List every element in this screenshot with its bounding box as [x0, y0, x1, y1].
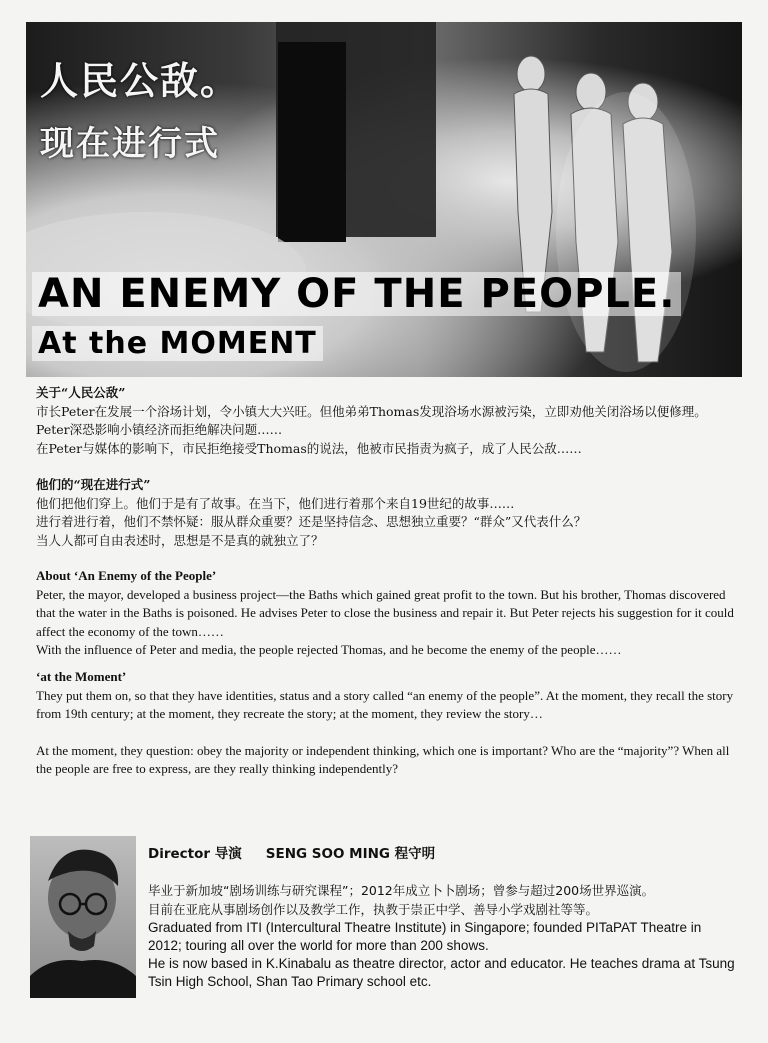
- director-photo: [30, 836, 136, 998]
- about-english-heading: About ‘An Enemy of the People’: [36, 568, 217, 583]
- english-title-line-1: AN ENEMY OF THE PEOPLE.: [32, 272, 681, 316]
- moment-chinese-line-1: 他们把他们穿上。他们于是有了故事。在当下，他们进行着那个来自19世纪的故事……: [36, 495, 515, 511]
- director-bio-english-2: He is now based in K.Kinabalu as theatre director, actor and educator. He teaches drama at Tsung Tsin High School, Shan Tao Primary school etc.: [148, 956, 735, 989]
- director-bio-english-1: Graduated from ITI (Intercultural Theatre Institute) in Singapore; founded PITaPAT Theatre in 2012; touring all over the world for more than 200 shows.: [148, 920, 702, 953]
- moment-english-heading: ‘at the Moment’: [36, 669, 127, 684]
- moment-english-section: [36, 668, 736, 779]
- director-bio-chinese-2: 目前在亚庇从事剧场创作以及教学工作，执教于崇正中学、善导小学戏剧社等等。: [148, 901, 599, 917]
- director-bio-chinese-1: 毕业于新加坡“剧场训练与研究课程”；2012年成立卜卜剧场；曾参与超过200场世界巡演。: [148, 883, 655, 898]
- chinese-title-line-1: 人民公敌。: [40, 59, 241, 103]
- director-heading: [148, 842, 738, 862]
- about-chinese-paragraph-1: 市长Peter在发展一个浴场计划，令小镇大大兴旺。但他弟弟Thomas发现浴场水源被污染，立即劝他关闭浴场以便修理。Peter深恐影响小镇经济而拒绝解决问题……: [36, 403, 707, 437]
- moment-chinese-heading: 他们的“现在进行式”: [36, 477, 151, 492]
- hero-poster: [26, 22, 742, 377]
- director-bio: [148, 882, 738, 991]
- chinese-title-line-2: 现在进行式: [40, 124, 220, 164]
- about-english-paragraph-2: With the influence of Peter and media, the people rejected Thomas, and he become the enemy of the people……: [36, 642, 622, 657]
- moment-english-paragraph-1: They put them on, so that they have identities, status and a story called “an enemy of the people”. At the moment, they recall the story from 19th century; at the moment, they recreate the story; at the moment, they review the story…: [36, 687, 734, 721]
- director-name: SENG SOO MING 程守明: [265, 846, 436, 862]
- about-english-section: [36, 567, 736, 660]
- moment-chinese-line-3: 当人人都可自由表述时，思想是不是真的就独立了？: [36, 532, 324, 548]
- moment-english-paragraph-2: At the moment, they question: obey the majority or independent thinking, which one is important? Who are the “majority”? When all the people are free to express, are they really thinking independently?: [36, 742, 730, 776]
- about-chinese-section: [36, 384, 736, 458]
- moment-chinese-line-2: 进行着进行着，他们不禁怀疑：服从群众重要？还是坚持信念、思想独立重要？“群众”又代表什么？: [36, 514, 587, 529]
- about-chinese-paragraph-2: 在Peter与媒体的影响下，市民拒绝接受Thomas的说法，他被市民指责为疯子，成了人民公敌……: [36, 440, 582, 456]
- english-title-line-2: At the MOMENT: [32, 326, 323, 361]
- about-chinese-heading: 关于“人民公敌”: [36, 385, 126, 400]
- about-english-paragraph-1: Peter, the mayor, developed a business project—the Baths which gained great profit to the town. But his brother, Thomas discovered that the water in the Baths is poisoned. He advises Peter to close the business and repair it. But Peter rejects his suggestion for it could affect the economy of the town……: [36, 586, 734, 639]
- moment-chinese-section: [36, 476, 736, 550]
- director-label: Director 导演: [148, 846, 242, 862]
- director-section: [148, 842, 738, 991]
- director-portrait-illustration: [30, 836, 136, 998]
